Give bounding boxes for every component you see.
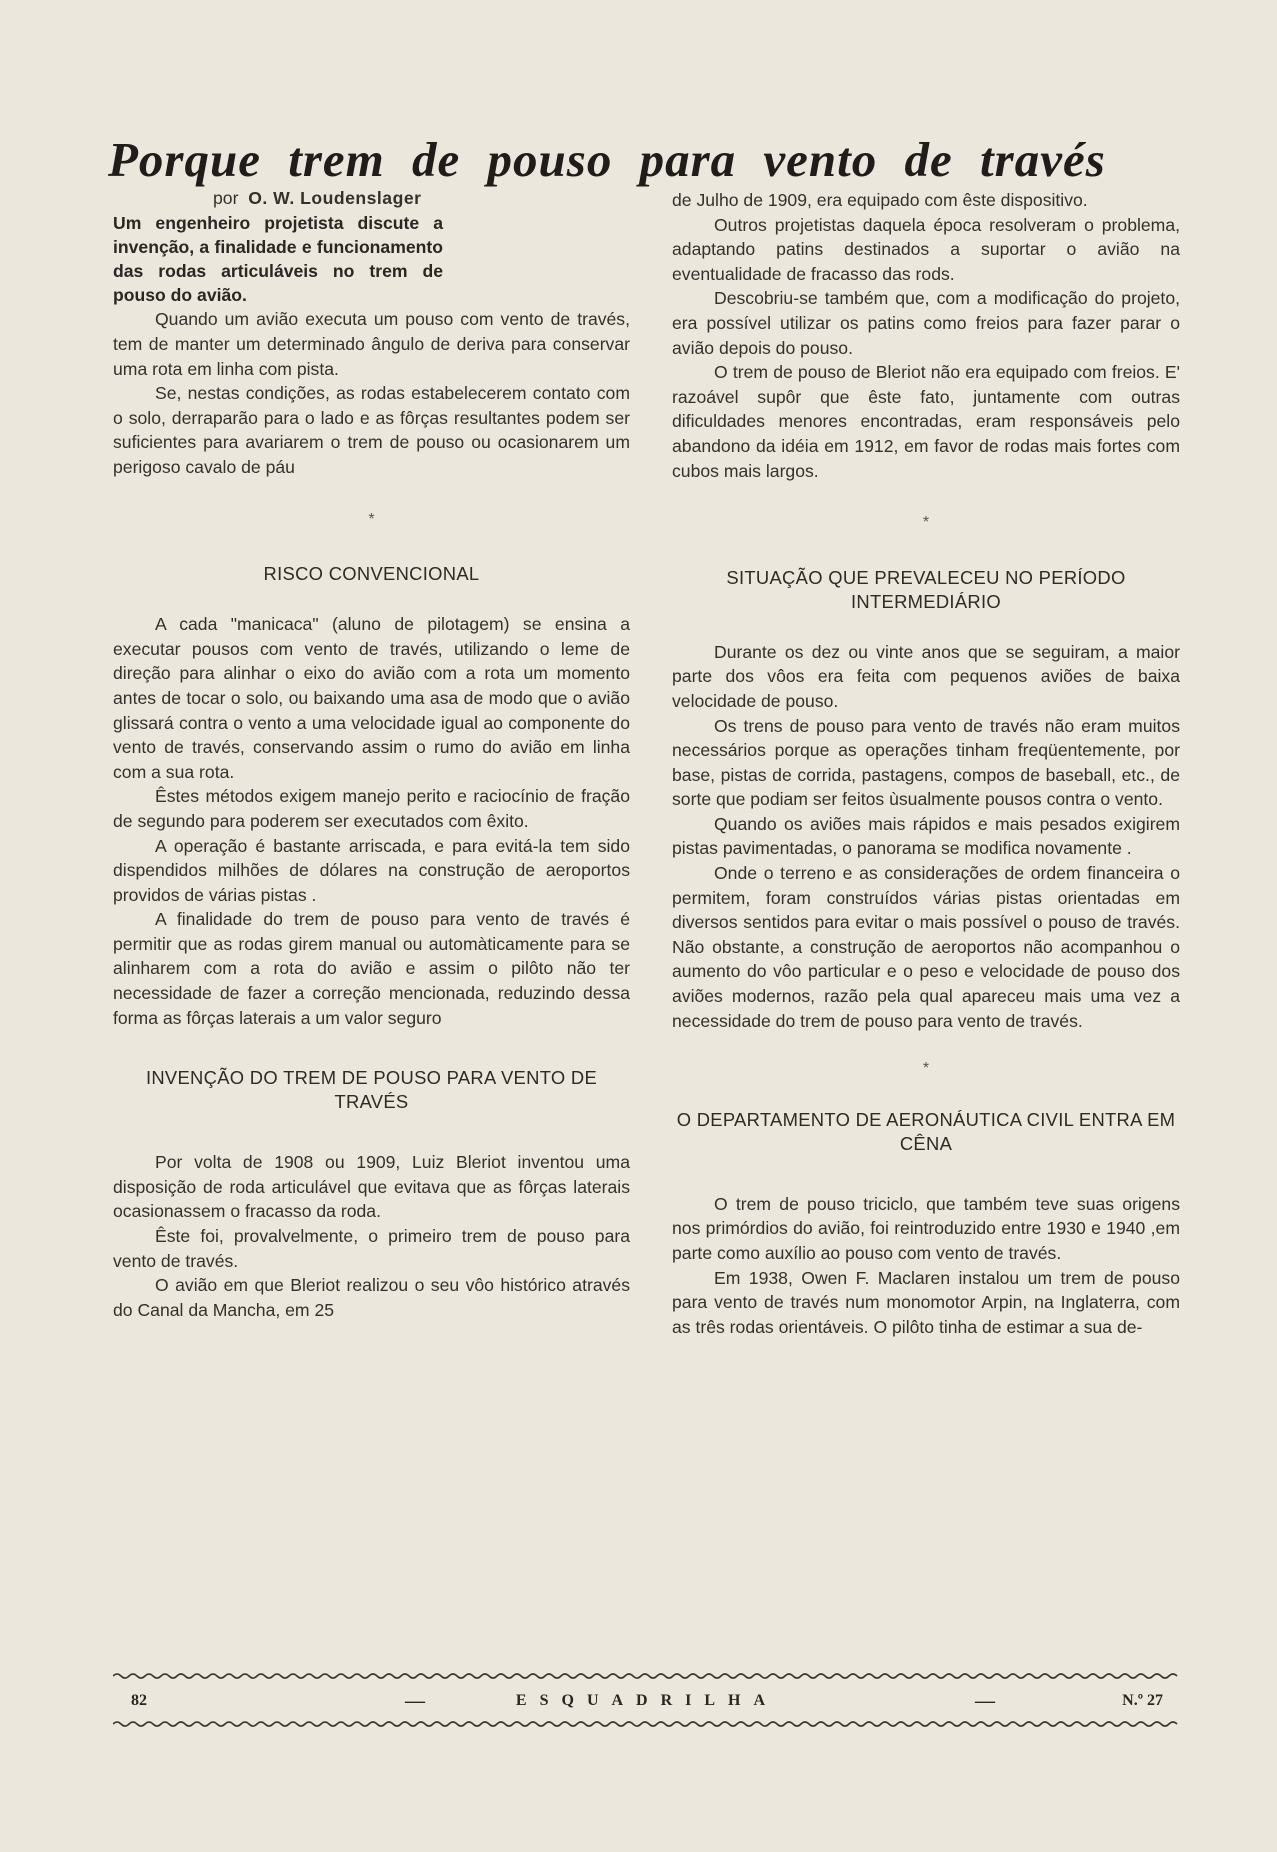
paragraph: Quando os aviões mais rápidos e mais pesados exigirem pistas pavimentadas, o panorama se modifica novamente . <box>672 813 1180 859</box>
byline-prefix: por <box>213 188 239 208</box>
issue-number: N.º 27 <box>1122 1692 1163 1709</box>
paragraph: Os trens de pouso para vento de través não eram muitos necessários porque as operações tinham freqüentemente, por base, pistas de corrida, pastagens, compos de baseball, etc., de sorte que podiam ser feitos ùsualmente pousos contra o vento. <box>672 715 1180 810</box>
paragraph: Durante os dez ou vinte anos que se seguiram, a maior parte dos vôos era feita com pequenos aviões de baixa velocidade de pouso. <box>672 641 1180 711</box>
paragraph: O trem de pouso de Bleriot não era equipado com freios. E' razoável supôr que êste fato, juntamente com outras dificuldades menores encontradas, eram responsáveis pelo abandono da idéia em 1912, em favor de rodas mais fortes com cubos mais largos. <box>672 362 1180 481</box>
page-footer <box>113 1672 1181 1732</box>
page-number: 82 <box>131 1692 147 1709</box>
footer-dash-left: — <box>405 1690 425 1712</box>
footer-wave-rule-top <box>113 1672 1181 1680</box>
paragraph: Se, nestas condições, as rodas estabelecerem contato com o solo, derraparão para o lado e as fôrças resultantes podem ser suficientes para avariarem o trem de pouso ou ocasionarem um perigoso cavalo de páu <box>113 383 630 477</box>
article-title: Porque trem de pouso para vento de través <box>108 131 1106 187</box>
paragraph: Outros projetistas daquela época resolveram o problema, adaptando patins destinados a suportar o avião na eventualidade de fracasso das rods. <box>672 214 1180 284</box>
section-heading: O DEPARTAMENTO DE AERONÁUTICA CIVIL ENTRA EM CÊNA <box>676 1108 1176 1154</box>
paragraph: Em 1938, Owen F. Maclaren instalou um trem de pouso para vento de través num monomotor Arpin, na Inglaterra, com as três rodas orientáveis. O pilôto tinha de estimar a sua de- <box>672 1267 1180 1337</box>
magazine-name: ESQUADRILHA <box>515 1692 779 1709</box>
footer-dash-right: — <box>975 1690 995 1712</box>
paragraph: A cada "manicaca" (aluno de pilotagem) se ensina a executar pousos com vento de través, utilizando o leme de direção para alinhar o eixo do avião com a rota um momento antes de tocar o solo, ou baixando uma asa de modo que o avião glissará contra o vento a uma velocidade igual ao componente do vento de través, conservando assim o rumo do avião em linha com a sua rota. <box>113 614 630 782</box>
byline <box>113 186 630 211</box>
paragraph: Descobriu-se também que, com a modificação do projeto, era possível utilizar os patins como freios para fazer parar o avião depois do pouso. <box>672 288 1180 358</box>
article-intro: Um engenheiro projetista discute a invenção, a finalidade e funcionamento das rodas articuláveis no trem de pouso do avião. <box>113 212 443 306</box>
right-column <box>672 188 1180 1339</box>
paragraph: O avião em que Bleriot realizou o seu vôo histórico através do Canal da Mancha, em 25 <box>113 1275 630 1320</box>
paragraph: A operação é bastante arriscada, e para evitá-la tem sido dispendidos milhões de dólares na construção de aeroportos providos de várias pistas . <box>113 835 630 905</box>
paragraph: Por volta de 1908 ou 1909, Luiz Bleriot inventou uma disposição de roda articulável que evitava que as fôrças laterais ocasionassem o fracasso da roda. <box>113 1152 630 1222</box>
section-separator: * <box>922 514 930 532</box>
byline-author: O. W. Loudenslager <box>248 188 422 208</box>
footer-row <box>113 1688 1181 1716</box>
paragraph: Êstes métodos exigem manejo perito e raciocínio de fração de segundo para poderem ser executados com êxito. <box>113 786 630 831</box>
paragraph: A finalidade do trem de pouso para vento de través é permitir que as rodas girem manual ou automàticamente para se alinharem com a rota do avião e assim o pilôto não ter necessidade de fazer a correção mencionada, reduzindo dessa forma as fôrças laterais a um valor seguro <box>113 909 630 1028</box>
section-heading: RISCO CONVENCIONAL <box>263 563 480 585</box>
paragraph: de Julho de 1909, era equipado com êste dispositivo. <box>672 190 1088 210</box>
paragraph: Quando um avião executa um pouso com vento de través, tem de manter um determinado ângulo de deriva para conservar uma rota em linha com pista. <box>113 309 630 379</box>
section-heading: SITUAÇÃO QUE PREVALECEU NO PERÍODO INTERMEDIÁRIO <box>726 566 1126 612</box>
section-separator: * <box>368 510 375 528</box>
section-separator: * <box>922 1060 930 1078</box>
paragraph: O trem de pouso triciclo, que também teve suas origens nos primórdios do avião, foi reintroduzido entre 1930 e 1940 ,em parte como auxílio ao pouso com vento de través. <box>672 1193 1180 1263</box>
left-column <box>113 186 630 1322</box>
footer-wave-rule-bottom <box>113 1720 1181 1728</box>
section-heading: INVENÇÃO DO TREM DE POUSO PARA VENTO DE TRAVÉS <box>145 1067 598 1113</box>
paragraph: Êste foi, provalvelmente, o primeiro trem de pouso para vento de través. <box>113 1226 630 1271</box>
paragraph: Onde o terreno e as considerações de ordem financeira o permitem, foram construídos várias pistas orientadas em diversos sentidos para evitar o mais possível o pouso de través. Não obstante, a construção de aeroportos não acompanhou o aumento do vôo particular e o peso e velocidade de pouso dos aviões modernos, razão pela qual apareceu mais uma vez a necessidade do trem de pouso para vento de través. <box>672 863 1180 1031</box>
